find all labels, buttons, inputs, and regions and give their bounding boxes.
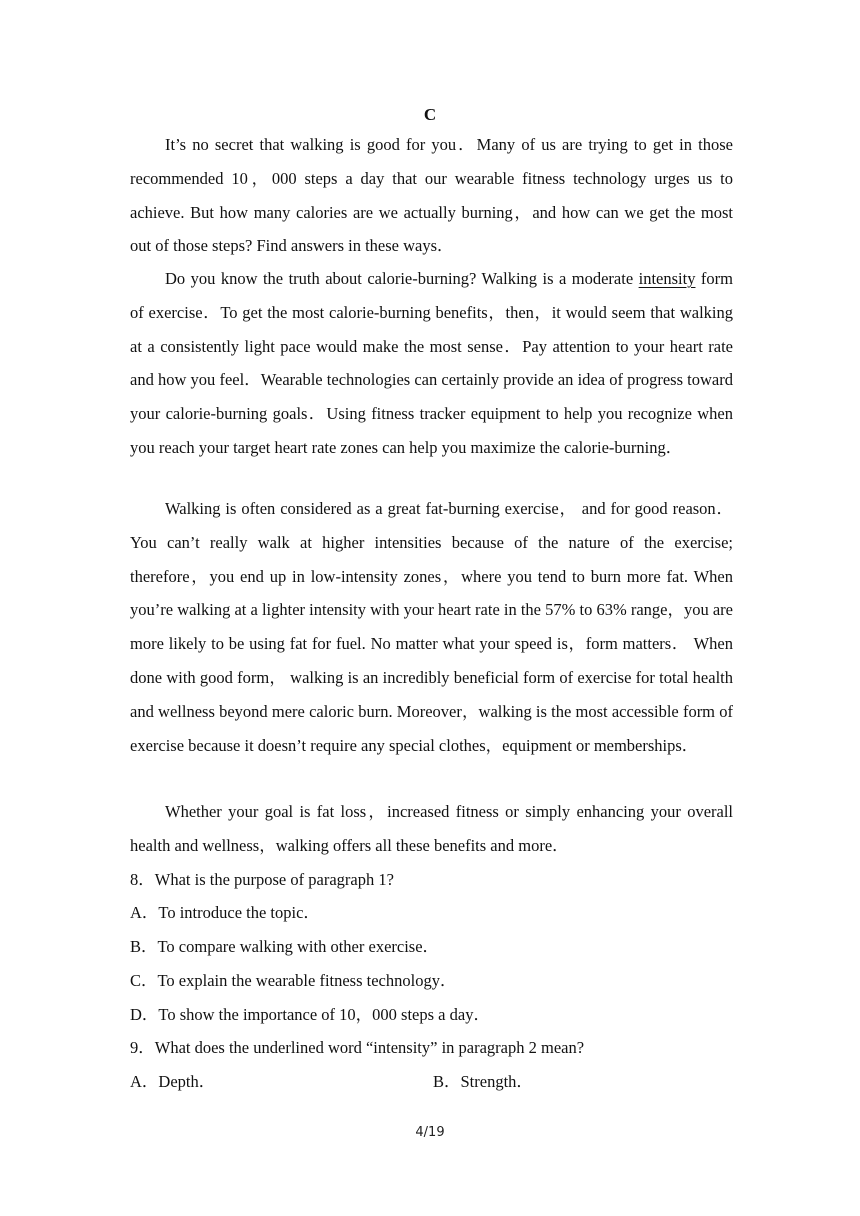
question-8-option-b: B．To compare walking with other exercise． [130, 937, 440, 956]
question-8-option-d: D．To show the importance of 10，000 steps a day． [130, 1005, 490, 1024]
section-heading: C [423, 105, 437, 124]
question-9-stem: 9．What does the underlined word “intensity” in paragraph 2 mean? [130, 1038, 585, 1057]
question-8-stem: 8．What is the purpose of paragraph 1? [130, 870, 394, 889]
question-8-option-a: A．To introduce the topic． [130, 903, 320, 922]
paragraph-2-before: Do you know the truth about calorie-burning? Walking is a moderate [165, 269, 639, 288]
paragraph-3: Walking is often considered as a great fat-burning exercise， and for good reason． You can’t really walk at higher intensities because of the nature of the exercise; therefore，you end up in low-intensity zones，where you tend to burn more fat. When you’re walking at a lighter intensity with your heart rate in the 57% to 63% range，you are more likely to be using fat for fuel. No matter what your speed is，form matters． When done with good form， walking is an incredibly beneficial form of exercise for total health and wellness beyond mere caloric burn. Moreover，walking is the most accessible form of exercise because it doesn’t require any special clothes，equipment or memberships． [130, 499, 733, 755]
question-9-options [130, 1070, 733, 1094]
paragraph-4: Whether your goal is fat loss，increased fitness or simply enhancing your overall health and wellness，walking offers all these benefits and more． [130, 802, 733, 855]
question-9-option-a: A．Depth． [130, 1072, 216, 1091]
paragraph-1: It’s no secret that walking is good for you．Many of us are trying to get in those recommended 10，000 steps a day that our wearable fitness technology urges us to achieve. But how many calories are we actually burning，and how can we get the most out of those steps? Find answers in these ways． [130, 135, 733, 256]
page-number: 4/19 [415, 1125, 445, 1140]
paragraph-2-after: form of exercise．To get the most calorie-burning benefits，then，it would seem that walking at a consistently light pace would make the most sense．Pay attention to your heart rate and how you feel．Wearable technologies can certainly provide an idea of progress toward your calorie-burning goals．Using fitness tracker equipment to help you recognize when you reach your target heart rate zones can help you maximize the calorie-burning． [130, 269, 734, 457]
paragraph-2 [130, 262, 733, 465]
question-8-option-c: C．To explain the wearable fitness technology． [130, 971, 457, 990]
underlined-word: intensity [638, 269, 696, 288]
question-9-option-b: B．Strength． [433, 1072, 533, 1091]
